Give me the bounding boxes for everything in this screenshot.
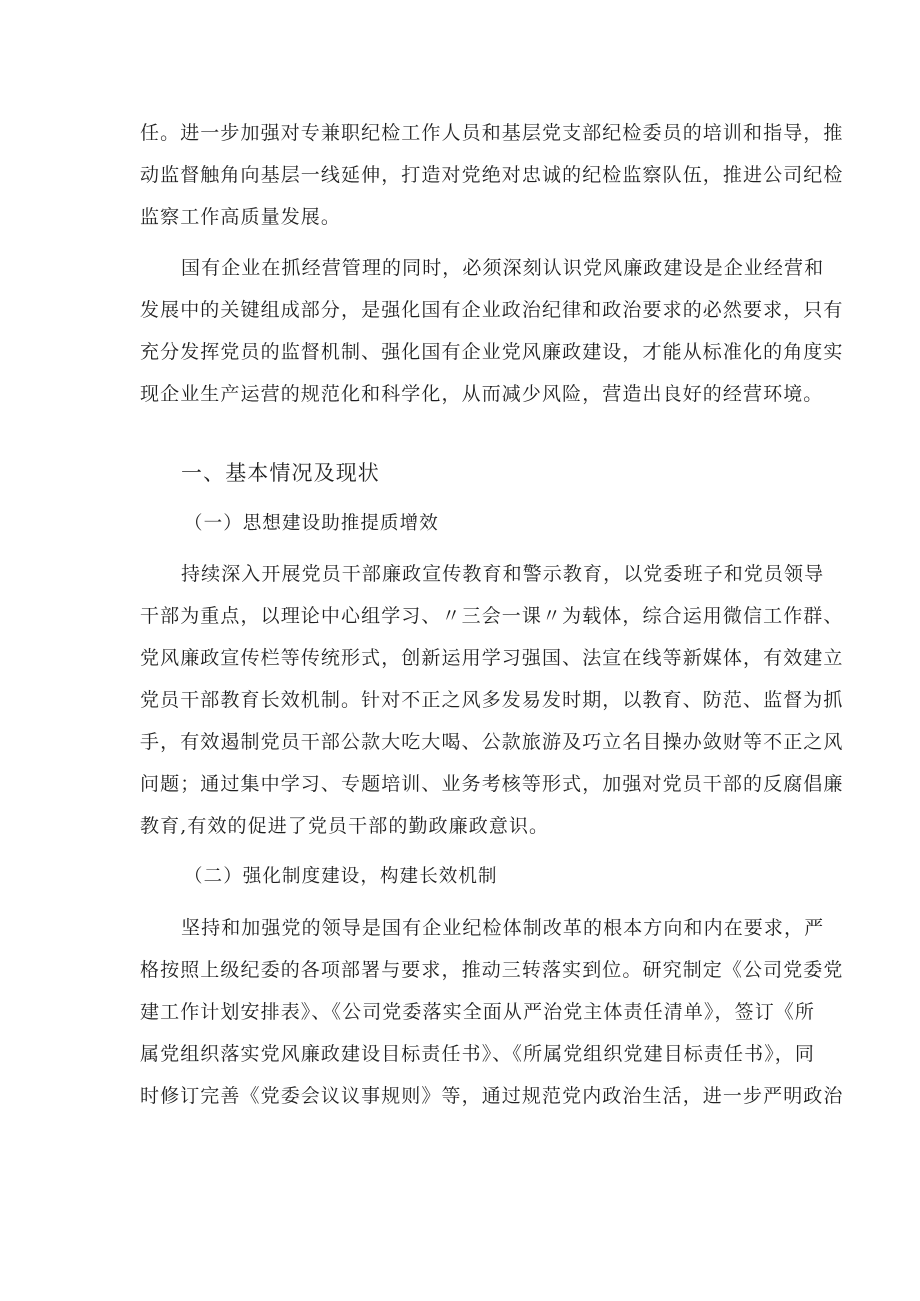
paragraph-first-line: 坚持和加强党的领导是国有企业纪检体制改革的根本方向和内在要求，严 <box>181 917 825 939</box>
body-text-line: 充分发挥党员的监督机制、强化国有企业党风廉政建设，才能从标准化的角度实 <box>140 341 844 363</box>
body-text-line: 建工作计划安排表》、《公司党委落实全面从严治党主体责任清单》，签订《所 <box>140 1001 816 1023</box>
body-text-line: 时修订完善《党委会议议事规则》等，通过规范党内政治生活，进一步严明政治 <box>140 1085 844 1107</box>
body-text-line: 格按照上级纪委的各项部署与要求，推动三转落实到位。研究制定《公司党委党 <box>140 959 844 981</box>
body-text-line: 发展中的关键组成部分，是强化国有企业政治纪律和政治要求的必然要求，只有 <box>140 299 844 321</box>
body-text-line: 教育,有效的促进了党员干部的勤政廉政意识。 <box>140 815 550 837</box>
body-text-line: 党风廉政宣传栏等传统形式，创新运用学习强国、法宣在线等新媒体，有效建立 <box>140 647 844 669</box>
body-text-line: 党员干部教育长效机制。针对不正之风多发易发时期，以教育、防范、监督为抓 <box>140 689 844 711</box>
subsection-heading: （一）思想建设助推提质增效 <box>184 513 439 534</box>
body-text-line: 动监督触角向基层一线延伸，打造对党绝对忠诚的纪检监察队伍，推进公司纪检 <box>140 164 844 186</box>
paragraph-first-line: 持续深入开展党员干部廉政宣传教育和警示教育，以党委班子和党员领导 <box>181 563 825 585</box>
body-text-line: 手，有效遏制党员干部公款大吃大喝、公款旅游及巧立名目操办敛财等不正之风 <box>140 731 844 753</box>
body-text-line: 监察工作高质量发展。 <box>140 206 342 228</box>
body-text-line: 问题；通过集中学习、专题培训、业务考核等形式，加强对党员干部的反腐倡廉 <box>140 773 844 795</box>
paragraph-first-line: 国有企业在抓经营管理的同时，必须深刻认识党风廉政建设是企业经营和 <box>181 257 825 279</box>
body-text-line: 干部为重点，以理论中心组学习、〃三会一课〃为载体，综合运用微信工作群、 <box>140 605 844 627</box>
body-text-line: 属党组织落实党风廉政建设目标责任书》、《所属党组织党建目标责任书》，同 <box>140 1043 816 1065</box>
subsection-heading: （二）强化制度建设，构建长效机制 <box>184 866 498 887</box>
body-text-line: 任。进一步加强对专兼职纪检工作人员和基层党支部纪检委员的培训和指导，推 <box>140 122 844 144</box>
section-heading: 一、基本情况及现状 <box>181 461 380 485</box>
body-text-line: 现企业生产运营的规范化和科学化，从而减少风险，营造出良好的经营环境。 <box>140 383 824 405</box>
